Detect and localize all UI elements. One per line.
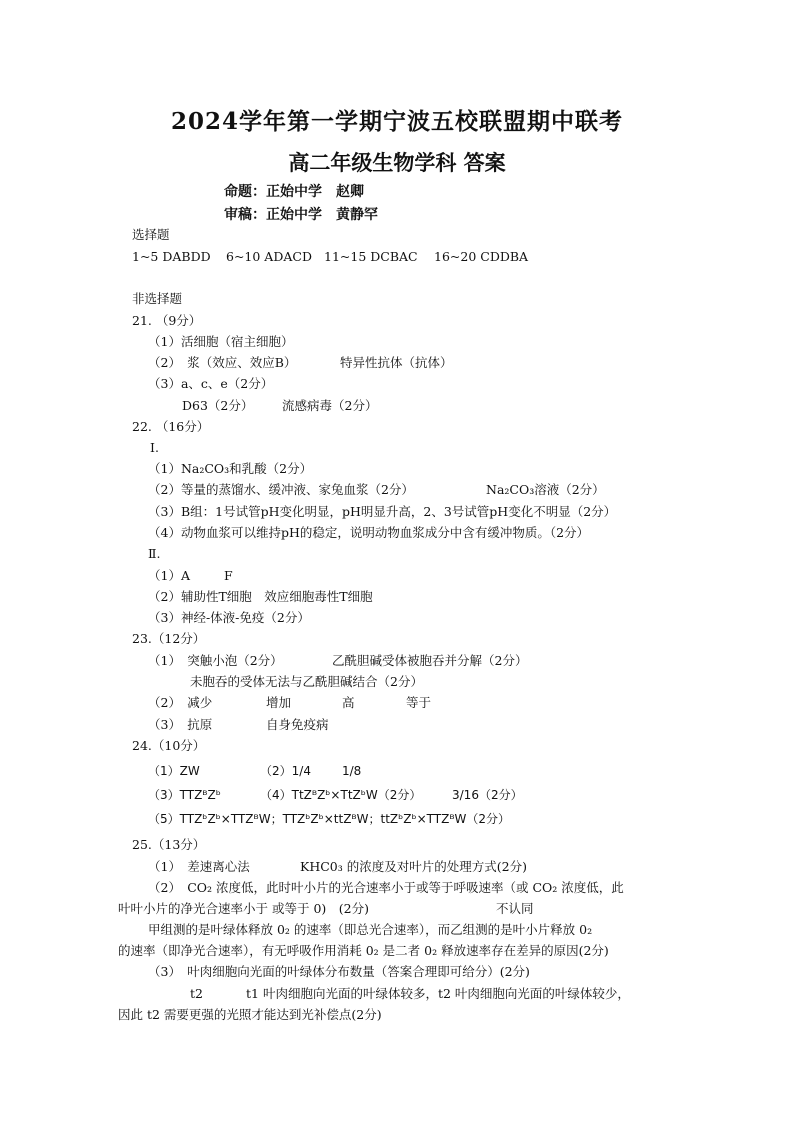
q22-part-1: Ⅰ. bbox=[150, 440, 159, 455]
q21-line-1: （1）活细胞（宿主细胞） bbox=[148, 334, 294, 349]
mc-group-2: 6~10 ADACD bbox=[226, 249, 312, 264]
page-title: 2024学年第一学期宁波五校联盟期中联考 bbox=[170, 108, 623, 135]
q22-part-2: Ⅱ. bbox=[148, 546, 161, 561]
q21-line-2b: 特异性抗体（抗体） bbox=[340, 355, 453, 370]
q25-heading: 25.（13分） bbox=[132, 837, 206, 852]
nonmc-heading: 非选择题 bbox=[132, 291, 183, 306]
q23-line-1c: 未胞吞的受体无法与乙酰胆碱结合（2分） bbox=[190, 674, 423, 689]
q24-line-2b: （4）TtZᴮZᵇ×TtZᵇW（2分） bbox=[260, 788, 422, 802]
q25-line-5: 的速率（即净光合速率），有无呼吸作用消耗 0₂ 是二者 0₂ 释放速率存在差异的原因(2分) bbox=[118, 943, 609, 958]
q24-line-1b: （2）1/4 bbox=[260, 764, 311, 778]
q25-line-8: 因此 t2 需要更强的光照才能达到光补偿点(2分) bbox=[118, 1007, 382, 1022]
q23-line-1b: 乙酰胆碱受体被胞吞并分解（2分） bbox=[332, 653, 528, 668]
reviewer-line: 审稿：正始中学 黄静罕 bbox=[224, 207, 378, 223]
q24-line-1c: 1/8 bbox=[342, 764, 362, 778]
q24-line-2c: 3/16（2分） bbox=[452, 788, 523, 802]
q23-line-1a: （1） 突触小泡（2分） bbox=[148, 653, 283, 668]
mc-group-3: 11~15 DCBAC bbox=[324, 249, 418, 264]
mc-heading: 选择题 bbox=[132, 227, 170, 242]
page-subtitle: 高二年级生物学科 答案 bbox=[288, 150, 506, 175]
q25-line-4: 甲组测的是叶绿体释放 0₂ 的速率（即总光合速率），而乙组测的是叶小片释放 0₂ bbox=[148, 922, 593, 937]
q22-line-2a: （2）等量的蒸馏水、缓冲液、家兔血浆（2分） bbox=[148, 482, 414, 497]
q24-line-2a: （3）TTZᴮZᵇ bbox=[148, 788, 221, 802]
q22-line-3: （3）B组：1号试管pH变化明显，pH明显升高，2、3号试管pH变化不明显（2分） bbox=[148, 504, 617, 519]
q21-line-3: （3）a、c、e（2分） bbox=[148, 376, 274, 391]
q22-line-1: （1）Na₂CO₃和乳酸（2分） bbox=[148, 461, 313, 476]
q25-line-6: （3） 叶肉细胞向光面的叶绿体分布数量（答案合理即可给分）(2分) bbox=[148, 964, 530, 979]
q24-line-1a: （1）ZW bbox=[148, 764, 200, 778]
q21-line-2a: （2） 浆（效应、效应B） bbox=[148, 355, 297, 370]
q23-line-3b: 自身免疫病 bbox=[266, 717, 329, 732]
mc-group-4: 16~20 CDDBA bbox=[434, 249, 529, 264]
q25-line-3a: 叶叶小片的净光合速率小于 或等于 0) (2分) bbox=[118, 901, 369, 916]
q23-line-2d: 等于 bbox=[406, 695, 432, 710]
q24-heading: 24.（10分） bbox=[132, 738, 206, 753]
q25-line-7b: t1 叶肉细胞向光面的叶绿体较多，t2 叶肉细胞向光面的叶绿体较少， bbox=[246, 986, 630, 1001]
q22-heading: 22. （16分） bbox=[132, 419, 210, 434]
q24-line-3: （5）TTZᵇZᵇ×TTZᴮW；TTZᵇZᵇ×ttZᴮW；ttZᵇZᵇ×TTZᴮW（2分） bbox=[148, 812, 511, 826]
q22-line-7: （3）神经-体液-免疫（2分） bbox=[148, 610, 310, 625]
q22-line-5a: （1）A bbox=[148, 568, 190, 583]
q25-line-1a: （1） 差速离心法 bbox=[148, 859, 250, 874]
q22-line-6: （2）辅助性T细胞 效应细胞毒性T细胞 bbox=[148, 589, 373, 604]
q23-line-2a: （2） 减少 bbox=[148, 695, 213, 710]
q25-line-3b: 不认同 bbox=[496, 901, 534, 916]
q23-line-2c: 高 bbox=[342, 695, 355, 710]
q21-heading: 21. （9分） bbox=[132, 313, 202, 328]
mc-group-1: 1~5 DABDD bbox=[132, 249, 211, 264]
q25-line-1b: KHC0₃ 的浓度及对叶片的处理方式(2分) bbox=[300, 859, 527, 874]
q22-line-4: （4）动物血浆可以维持pH的稳定，说明动物血浆成分中含有缓冲物质。（2分） bbox=[148, 525, 590, 540]
q23-line-3a: （3） 抗原 bbox=[148, 717, 213, 732]
q22-line-2b: Na₂CO₃溶液（2分） bbox=[486, 482, 605, 497]
author-line: 命题：正始中学 赵卿 bbox=[224, 184, 364, 200]
q21-line-4a: D63（2分） bbox=[182, 398, 254, 413]
q22-line-5b: F bbox=[224, 568, 233, 583]
q21-line-4b: 流感病毒（2分） bbox=[282, 398, 378, 413]
q25-line-2: （2） CO₂ 浓度低，此时叶小片的光合速率小于或等于呼吸速率（或 CO₂ 浓度低，此 bbox=[148, 880, 624, 895]
q23-heading: 23.（12分） bbox=[132, 631, 206, 646]
q25-line-7a: t2 bbox=[190, 986, 203, 1001]
q23-line-2b: 增加 bbox=[266, 695, 292, 710]
